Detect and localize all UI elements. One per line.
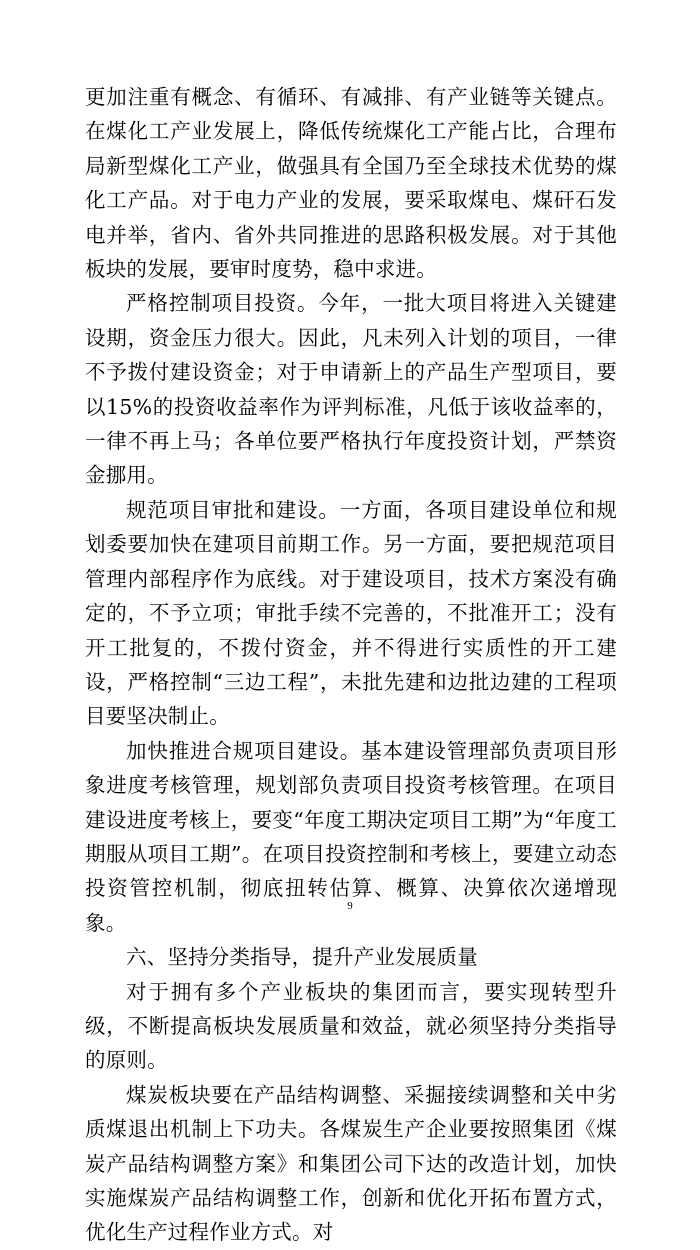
- paragraph-project-investment: 严格控制项目投资。今年，一批大项目将进入关键建设期，资金压力很大。因此，凡未列入计划的项目，一律不予拨付建设资金；对于申请新上的产品生产型项目，要以15%的投资收益率作为评判标准，凡低于该收益率的，一律不再上马；各单位要严格执行年度投资计划，严禁资金挪用。: [85, 291, 617, 488]
- paragraph-compliant-projects: 加快推进合规项目建设。基本建设管理部负责项目形象进度考核管理，规划部负责项目投资考核管理。在项目建设进度考核上，要变“年度工期决定项目工期”为“年度工期服从项目工期”。在项目投资控制和考核上，要建立动态投资管控机制，彻底扭转估算、概算、决算依次递增现象。: [85, 738, 617, 935]
- page-body: [85, 80, 617, 1250]
- paragraph-continued: 更加注重有概念、有循环、有减排、有产业链等关键点。在煤化工产业发展上，降低传统煤化工产能占比，合理布局新型煤化工产业，做强具有全国乃至全球技术优势的煤化工产品。对于电力产业的发展，要采取煤电、煤矸石发电并举，省内、省外共同推进的思路积极发展。对于其他板块的发展，要审时度势，稳中求进。: [85, 85, 617, 282]
- paragraph-classification-guidance: 对于拥有多个产业板块的集团而言，要实现转型升级，不断提高板块发展质量和效益，就必须坚持分类指导的原则。: [85, 979, 617, 1073]
- paragraph-project-approval: 规范项目审批和建设。一方面，各项目建设单位和规划委要加快在建项目前期工作。另一方面，要把规范项目管理内部程序作为底线。对于建设项目，技术方案没有确定的，不予立项；审批手续不完善的，不批准开工；没有开工批复的，不拨付资金，并不得进行实质性的开工建设，严格控制“三边工程”，未批先建和边批边建的工程项目要坚决制止。: [85, 497, 617, 729]
- paragraph-coal-sector: 煤炭板块要在产品结构调整、采掘接续调整和关中劣质煤退出机制上下功夫。各煤炭生产企业要按照集团《煤炭产品结构调整方案》和集团公司下达的改造计划，加快实施煤炭产品结构调整工作，创新和优化开拓布置方式，优化生产过程作业方式。对: [85, 1082, 617, 1245]
- section-heading: 六、坚持分类指导，提升产业发展质量: [126, 945, 478, 970]
- page-number: 9: [347, 900, 353, 912]
